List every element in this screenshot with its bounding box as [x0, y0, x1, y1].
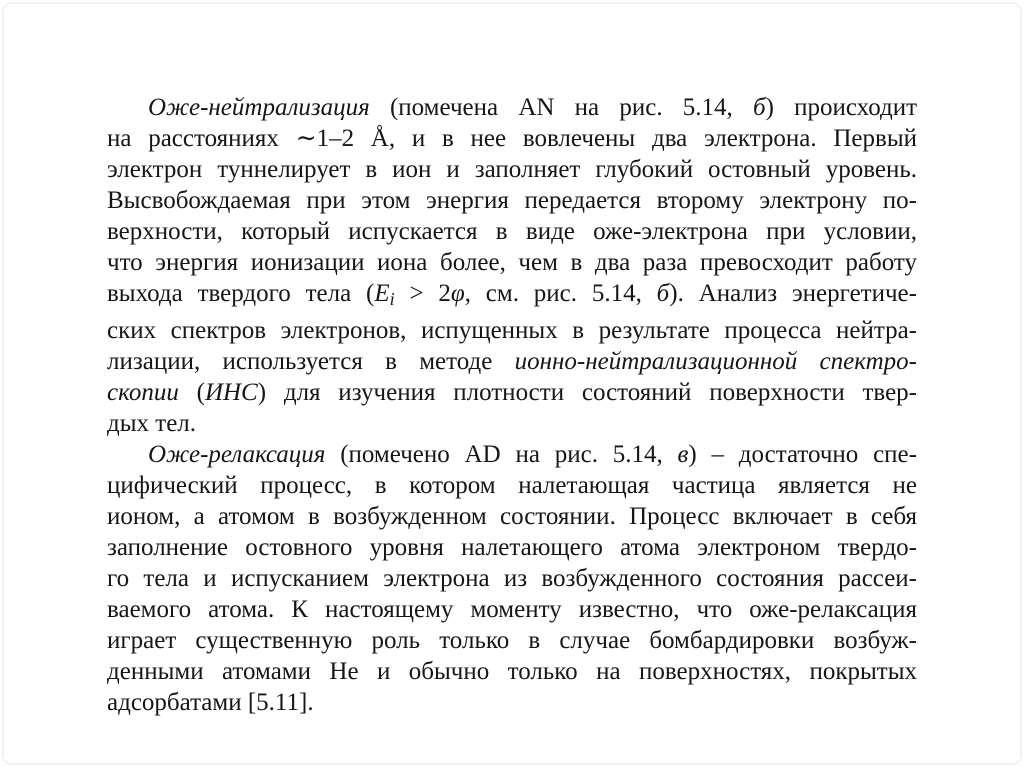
- text-line: [107, 594, 917, 625]
- body-text: го тела и испусканием электрона из возбужденного состояния рассеи-: [107, 564, 917, 592]
- text-line: [107, 154, 917, 185]
- paragraph-1: [107, 92, 917, 439]
- body-text: ) – достаточно спе-: [688, 440, 917, 468]
- body-text: цифический процесс, в котором налетающая частица является не: [107, 471, 917, 499]
- body-text: верхности, который испускается в виде оже-электрона при условии,: [107, 218, 917, 245]
- body-text: играет существенную роль только в случае бомбардировки возбуж-: [107, 626, 917, 654]
- subscript-text: i: [389, 288, 395, 309]
- body-text: ских спектров электронов, испущенных в результате процесса нейтра-: [107, 316, 917, 344]
- text-line: [107, 92, 917, 123]
- text-line: [107, 439, 917, 470]
- text-line: [107, 185, 917, 216]
- body-text: ) для изучения плотности состояний поверхности твер-: [257, 378, 918, 406]
- body-text: электрон туннелирует в ион и заполняет глубокий остовный уровень.: [107, 156, 917, 183]
- italic-text: E: [374, 280, 390, 307]
- italic-text: ИНС: [204, 378, 258, 406]
- body-text: ваемого атома. К настоящему моменту известно, что оже-релаксация: [107, 595, 917, 623]
- text-line: [107, 346, 917, 377]
- text-line: [107, 656, 917, 687]
- text-line: [107, 315, 917, 346]
- body-text: денными атомами He и обычно только на поверхностях, покрытых: [107, 657, 917, 685]
- paragraph-2: [107, 439, 917, 718]
- body-text: ионом, а атомом в возбужденном состоянии. Процесс включает в себя: [107, 502, 917, 530]
- italic-text: Оже-нейтрализация: [148, 94, 370, 121]
- italic-text: скопии: [107, 378, 179, 406]
- italic-text: φ: [450, 280, 465, 307]
- text-line: [107, 470, 917, 501]
- italic-text: Оже-релаксация: [148, 440, 326, 468]
- italic-text: в: [677, 440, 689, 468]
- body-text: ) происходит: [765, 94, 917, 121]
- body-text: ). Анализ энергетиче-: [669, 280, 917, 307]
- body-text: дых тел.: [107, 409, 197, 437]
- text-block: [107, 92, 917, 718]
- text-line: [107, 216, 917, 247]
- body-text: (помечена AN на рис. 5.14,: [369, 94, 753, 121]
- italic-text: б: [753, 94, 766, 121]
- body-text: что энергия ионизации иона более, чем в два раза превосходит работу: [107, 249, 917, 276]
- text-line: [107, 247, 917, 278]
- text-line: [107, 625, 917, 656]
- text-line: [107, 123, 917, 154]
- italic-text: ионно-нейтрализационной спектро-: [514, 347, 917, 375]
- body-text: Высвобождаемая при этом энергия передается второму электрону по-: [107, 187, 917, 214]
- body-text: (: [178, 378, 205, 406]
- text-line: [107, 501, 917, 532]
- italic-text: б: [656, 280, 670, 307]
- body-text: лизации, используется в методе: [107, 347, 515, 375]
- body-text: адсорбатами [5.11].: [107, 688, 314, 716]
- body-text: выхода твердого тела (: [107, 280, 375, 307]
- body-text: заполнение остовного уровня налетающего атома электроном твердо-: [107, 533, 917, 561]
- body-text: , см. рис. 5.14,: [464, 280, 657, 307]
- body-text: (помечено AD на рис. 5.14,: [325, 440, 678, 468]
- text-line: [107, 563, 917, 594]
- text-line: [107, 278, 917, 315]
- text-line: [107, 377, 917, 408]
- text-line: [107, 532, 917, 563]
- text-line: [107, 687, 917, 718]
- body-text: > 2: [394, 280, 451, 307]
- body-text: на расстояниях ∼1–2 Å, и в нее вовлечены два электрона. Первый: [107, 125, 917, 152]
- text-line: [107, 408, 917, 439]
